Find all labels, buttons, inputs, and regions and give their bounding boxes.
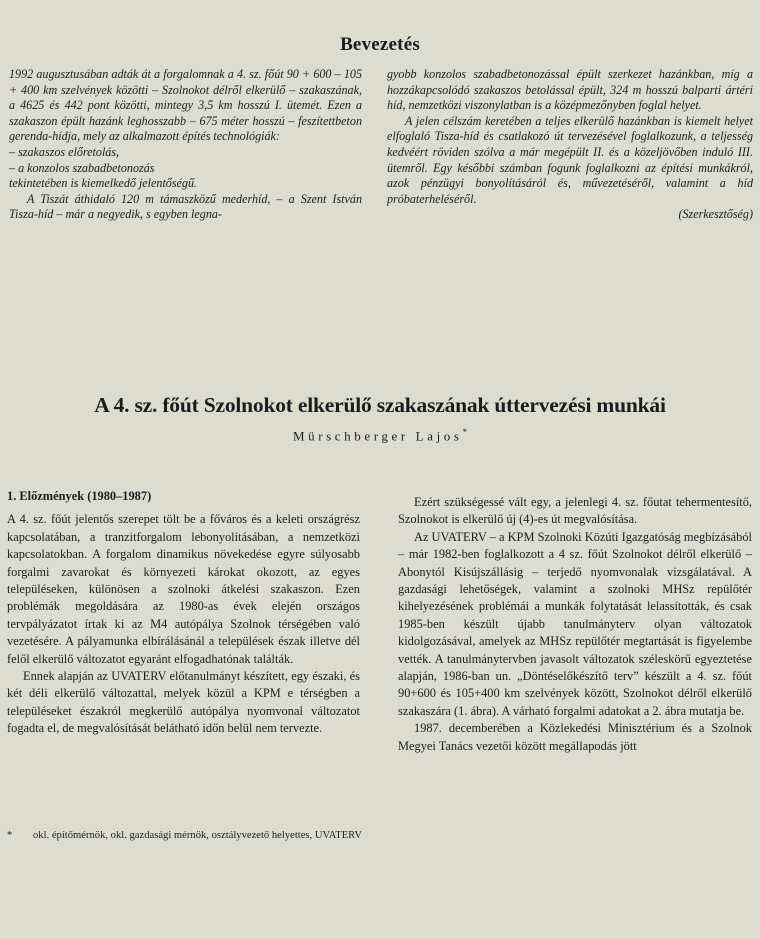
body-paragraph: 1987. decemberében a Közlekedési Minisztérium és a Szolnok Megyei Tanács vezetői között megállapodás jött (398, 721, 752, 753)
body-paragraph: Ennek alapján az UVATERV előtanulmányt készített, egy északi, és két déli elkerülő változattal, melyek közül a KPM e térségben a településeket északról megkerülő autópálya nyomvonal változatot fogadta el, de megvalósítását belátható időn belül nem tervezte. (7, 669, 360, 736)
intro-paragraph: 1992 augusztusában adták át a forgalomnak a 4. sz. főút 90 + 600 – 105 + 400 km szelvények közötti – Szolnokot délről elkerülő – szakaszának, a 4625 és 442 pont közötti, mintegy 3,5 km hosszú I. ütemét. Ezen a szakaszon épült hazánk leghosszabb – 675 méter hosszú – feszítettbeton gerenda-hídja, mely az alkalmazott építés technológiák: (9, 67, 362, 144)
intro-right-column (387, 67, 753, 223)
article-left-column (7, 488, 360, 738)
intro-paragraph: gyobb konzolos szabadbetonozással épült szerkezet hazánkban, míg a hozzákapcsolódó szakaszos betolással épült, 324 m hosszú balparti ártéri híd, nemzetközi viszonylatban is a középmezőnyben foglal helyet. (387, 67, 753, 113)
article-author (0, 427, 760, 444)
intro-paragraph: A jelen célszám keretében a teljes elkerülő hazánkban is kiemelt helyet elfoglaló Tisza-híd és csatlakozó út tervezésével foglalkozunk, a teljesség kedvéért röviden szólva a már megépült II. és a közeljövőben induló III. ütemről. Egy későbbi számban fogunk foglalkozni az építési munkákról, azok pénzügyi bonyolításáról és, művezetéséről, valamint a híd próbaterheléséről. (387, 113, 753, 206)
author-footnote-mark: * (462, 427, 468, 437)
body-paragraph: Az UVATERV – a KPM Szolnoki Közúti Igazgatóság megbízásából – már 1982-ben foglalkozott a 4 sz. főút Szolnokot délről elkerülő – Abonytól Kisújszállásig – terjedő nyomvonalak vizsgálatával. A gazdasági lehetőségek, valamint a szolnoki MHSz repülőtér kihelyezésének problémái a munkák folytatását lelassították, és csak 1985-ben készült újabb tanulmányterv olyan változatok kidolgozásával, amelyek az MHSz repülőtér megtartását is figyelembe vették. A tanulmánytervben javasolt változatok széleskörű egyeztetése alapján, 1986-ban un. „Döntéselőkészítő terv” készült a 4. sz. főút 90+600 és 105+400 km szelvények között, Szolnokot délről elkerülő szakaszára (1. ábra). A várható forgalmi adatokat a 2. ábra mutatja be. (398, 529, 752, 718)
intro-list-item: – a konzolos szabadbetonozás (9, 160, 155, 175)
article-title: A 4. sz. főút Szolnokot elkerülő szakaszának úttervezési munkái (94, 393, 666, 417)
footnote-mark: * (7, 830, 13, 841)
body-paragraph: Ezért szükségessé vált egy, a jelenlegi 4. sz. főutat tehermentesítő, Szolnokot is elkerülő új (4)-es út megvalósítása. (398, 495, 752, 527)
intro-list-item: – szakaszos előretolás, (9, 144, 120, 159)
body-paragraph: A 4. sz. főút jelentős szerepet tölt be a főváros és a keleti országrész kapcsolatában, a tranzitforgalom lebonyolításában, a nemzetközi kapcsolatokban. A forgalom dinamikus növekedése egyre súlyosabb forgalmi zavarokat és környezeti károkat okozott, az egyes településeken, különösen a szolnoki átkelési szakaszon. Ezen problémák megoldására az 1980-as évek elején országos tervpályázatot írtak ki az M4 autópálya Szolnok térségében való vezetésére. A pályamunka elbírálásánál a települések észak illetve dél felől elkerülő változatot egyaránt elfogadhatónak találták. (7, 512, 360, 666)
author-name: Mürschberger Lajos (292, 428, 463, 444)
intro-paragraph: tekintetében is kiemelkedő jelentőségű. (9, 176, 198, 191)
section-heading: 1. Előzmények (1980–1987) (7, 489, 152, 503)
intro-title: Bevezetés (340, 34, 420, 55)
footnote (7, 829, 507, 843)
article-right-column (398, 494, 752, 755)
intro-signature: (Szerkesztőség) (678, 207, 753, 222)
intro-left-column (9, 67, 362, 223)
intro-paragraph: A Tiszát áthidaló 120 m támaszközű mederhíd, – a Szent István Tisza-híd – már a negyedik, s egyben legna- (9, 191, 362, 222)
footnote-text: okl. építőmérnök, okl. gazdasági mérnök, osztályvezető helyettes, UVATERV (33, 830, 363, 841)
